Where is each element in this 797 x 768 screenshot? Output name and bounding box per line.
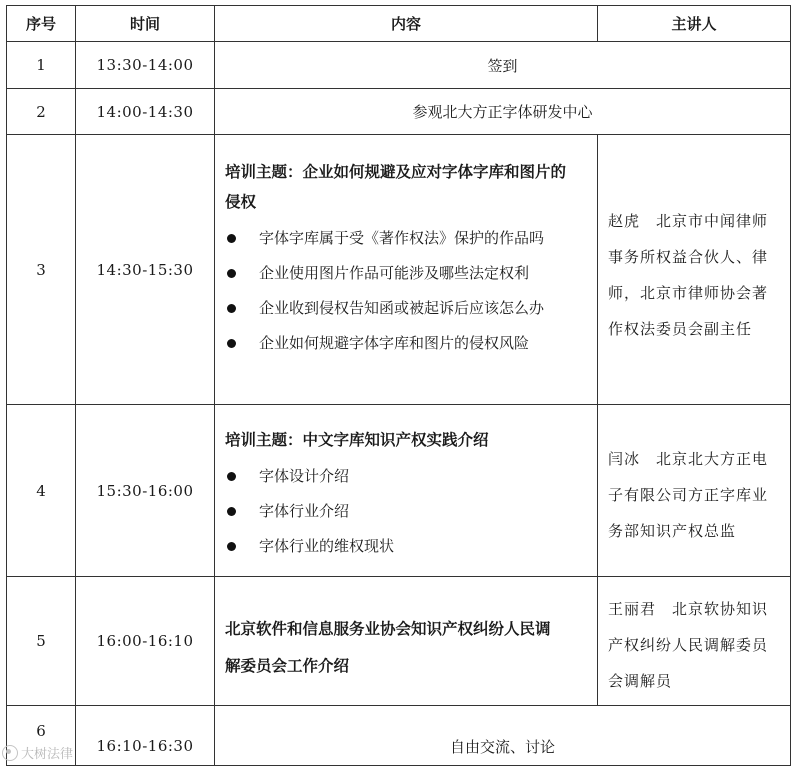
list-item: 企业收到侵权告知函或被起诉后应该怎么办 bbox=[225, 291, 589, 326]
list-item: 字体字库属于受《著作权法》保护的作品吗 bbox=[225, 221, 589, 256]
seq-cell: 6 bbox=[7, 706, 76, 766]
speaker-line: 北京北大方正电 bbox=[656, 450, 769, 468]
speaker-cell bbox=[598, 135, 791, 405]
seq-cell: 1 bbox=[7, 42, 76, 89]
seq-cell: 4 bbox=[7, 405, 76, 577]
time-cell: 14:30-15:30 bbox=[76, 135, 215, 405]
bullet-list bbox=[225, 221, 589, 361]
list-item: 字体行业介绍 bbox=[225, 494, 589, 529]
speaker-name: 闫冰 bbox=[608, 450, 641, 468]
list-item: 字体行业的维权现状 bbox=[225, 529, 589, 564]
seq-cell: 2 bbox=[7, 89, 76, 135]
list-item: 企业如何规避字体字库和图片的侵权风险 bbox=[225, 326, 589, 361]
speaker-line: 会调解员 bbox=[608, 672, 673, 690]
time-cell: 16:10-16:30 bbox=[76, 706, 215, 766]
topic-line: 侵权 bbox=[225, 193, 257, 211]
speaker-line: 事务所权益合伙人、律 bbox=[608, 248, 769, 266]
speaker-name: 赵虎 bbox=[608, 212, 641, 230]
table-row bbox=[7, 89, 791, 135]
table-row bbox=[7, 135, 791, 405]
list-item: 企业使用图片作品可能涉及哪些法定权利 bbox=[225, 256, 589, 291]
content-cell bbox=[215, 577, 598, 706]
speaker-line: 北京市中闻律师 bbox=[656, 212, 769, 230]
speaker-line: 作权法委员会副主任 bbox=[608, 320, 753, 338]
list-item: 字体设计介绍 bbox=[225, 459, 589, 494]
table-row bbox=[7, 577, 791, 706]
content-cell: 参观北大方正字体研发中心 bbox=[215, 89, 791, 135]
header-content: 内容 bbox=[215, 6, 598, 42]
speaker-line: 北京软协知识 bbox=[672, 600, 769, 618]
topic-line: 北京软件和信息服务业协会知识产权纠纷人民调 bbox=[225, 620, 551, 638]
schedule-table bbox=[6, 5, 791, 766]
table-row bbox=[7, 706, 791, 766]
speaker-line: 子有限公司方正字库业 bbox=[608, 486, 769, 504]
content-cell bbox=[215, 405, 598, 577]
watermark bbox=[2, 743, 73, 762]
time-cell: 14:00-14:30 bbox=[76, 89, 215, 135]
table-row bbox=[7, 405, 791, 577]
speaker-line: 务部知识产权总监 bbox=[608, 522, 737, 540]
training-topic bbox=[225, 157, 589, 217]
header-speaker: 主讲人 bbox=[598, 6, 791, 42]
speaker-cell bbox=[598, 405, 791, 577]
table-row bbox=[7, 42, 791, 89]
time-cell: 15:30-16:00 bbox=[76, 405, 215, 577]
content-cell: 签到 bbox=[215, 42, 791, 89]
seq-cell: 3 bbox=[7, 135, 76, 405]
watermark-logo-icon bbox=[2, 745, 18, 761]
header-row bbox=[7, 6, 791, 42]
training-topic: 培训主题：中文字库知识产权实践介绍 bbox=[225, 431, 489, 449]
time-cell: 13:30-14:00 bbox=[76, 42, 215, 89]
speaker-name: 王丽君 bbox=[608, 600, 657, 618]
header-seq: 序号 bbox=[7, 6, 76, 42]
seq-cell: 5 bbox=[7, 577, 76, 706]
topic-line: 解委员会工作介绍 bbox=[225, 657, 350, 675]
watermark-text: 大树法律 bbox=[21, 747, 74, 762]
topic-line: 培训主题：企业如何规避及应对字体字库和图片的 bbox=[225, 163, 567, 181]
content-cell bbox=[215, 135, 598, 405]
speaker-line: 师，北京市律师协会著 bbox=[608, 284, 769, 302]
bullet-list bbox=[225, 459, 589, 564]
header-time: 时间 bbox=[76, 6, 215, 42]
training-topic bbox=[225, 611, 589, 685]
speaker-line: 产权纠纷人民调解委员 bbox=[608, 636, 769, 654]
speaker-cell bbox=[598, 577, 791, 706]
time-cell: 16:00-16:10 bbox=[76, 577, 215, 706]
content-cell: 自由交流、讨论 bbox=[215, 706, 791, 766]
